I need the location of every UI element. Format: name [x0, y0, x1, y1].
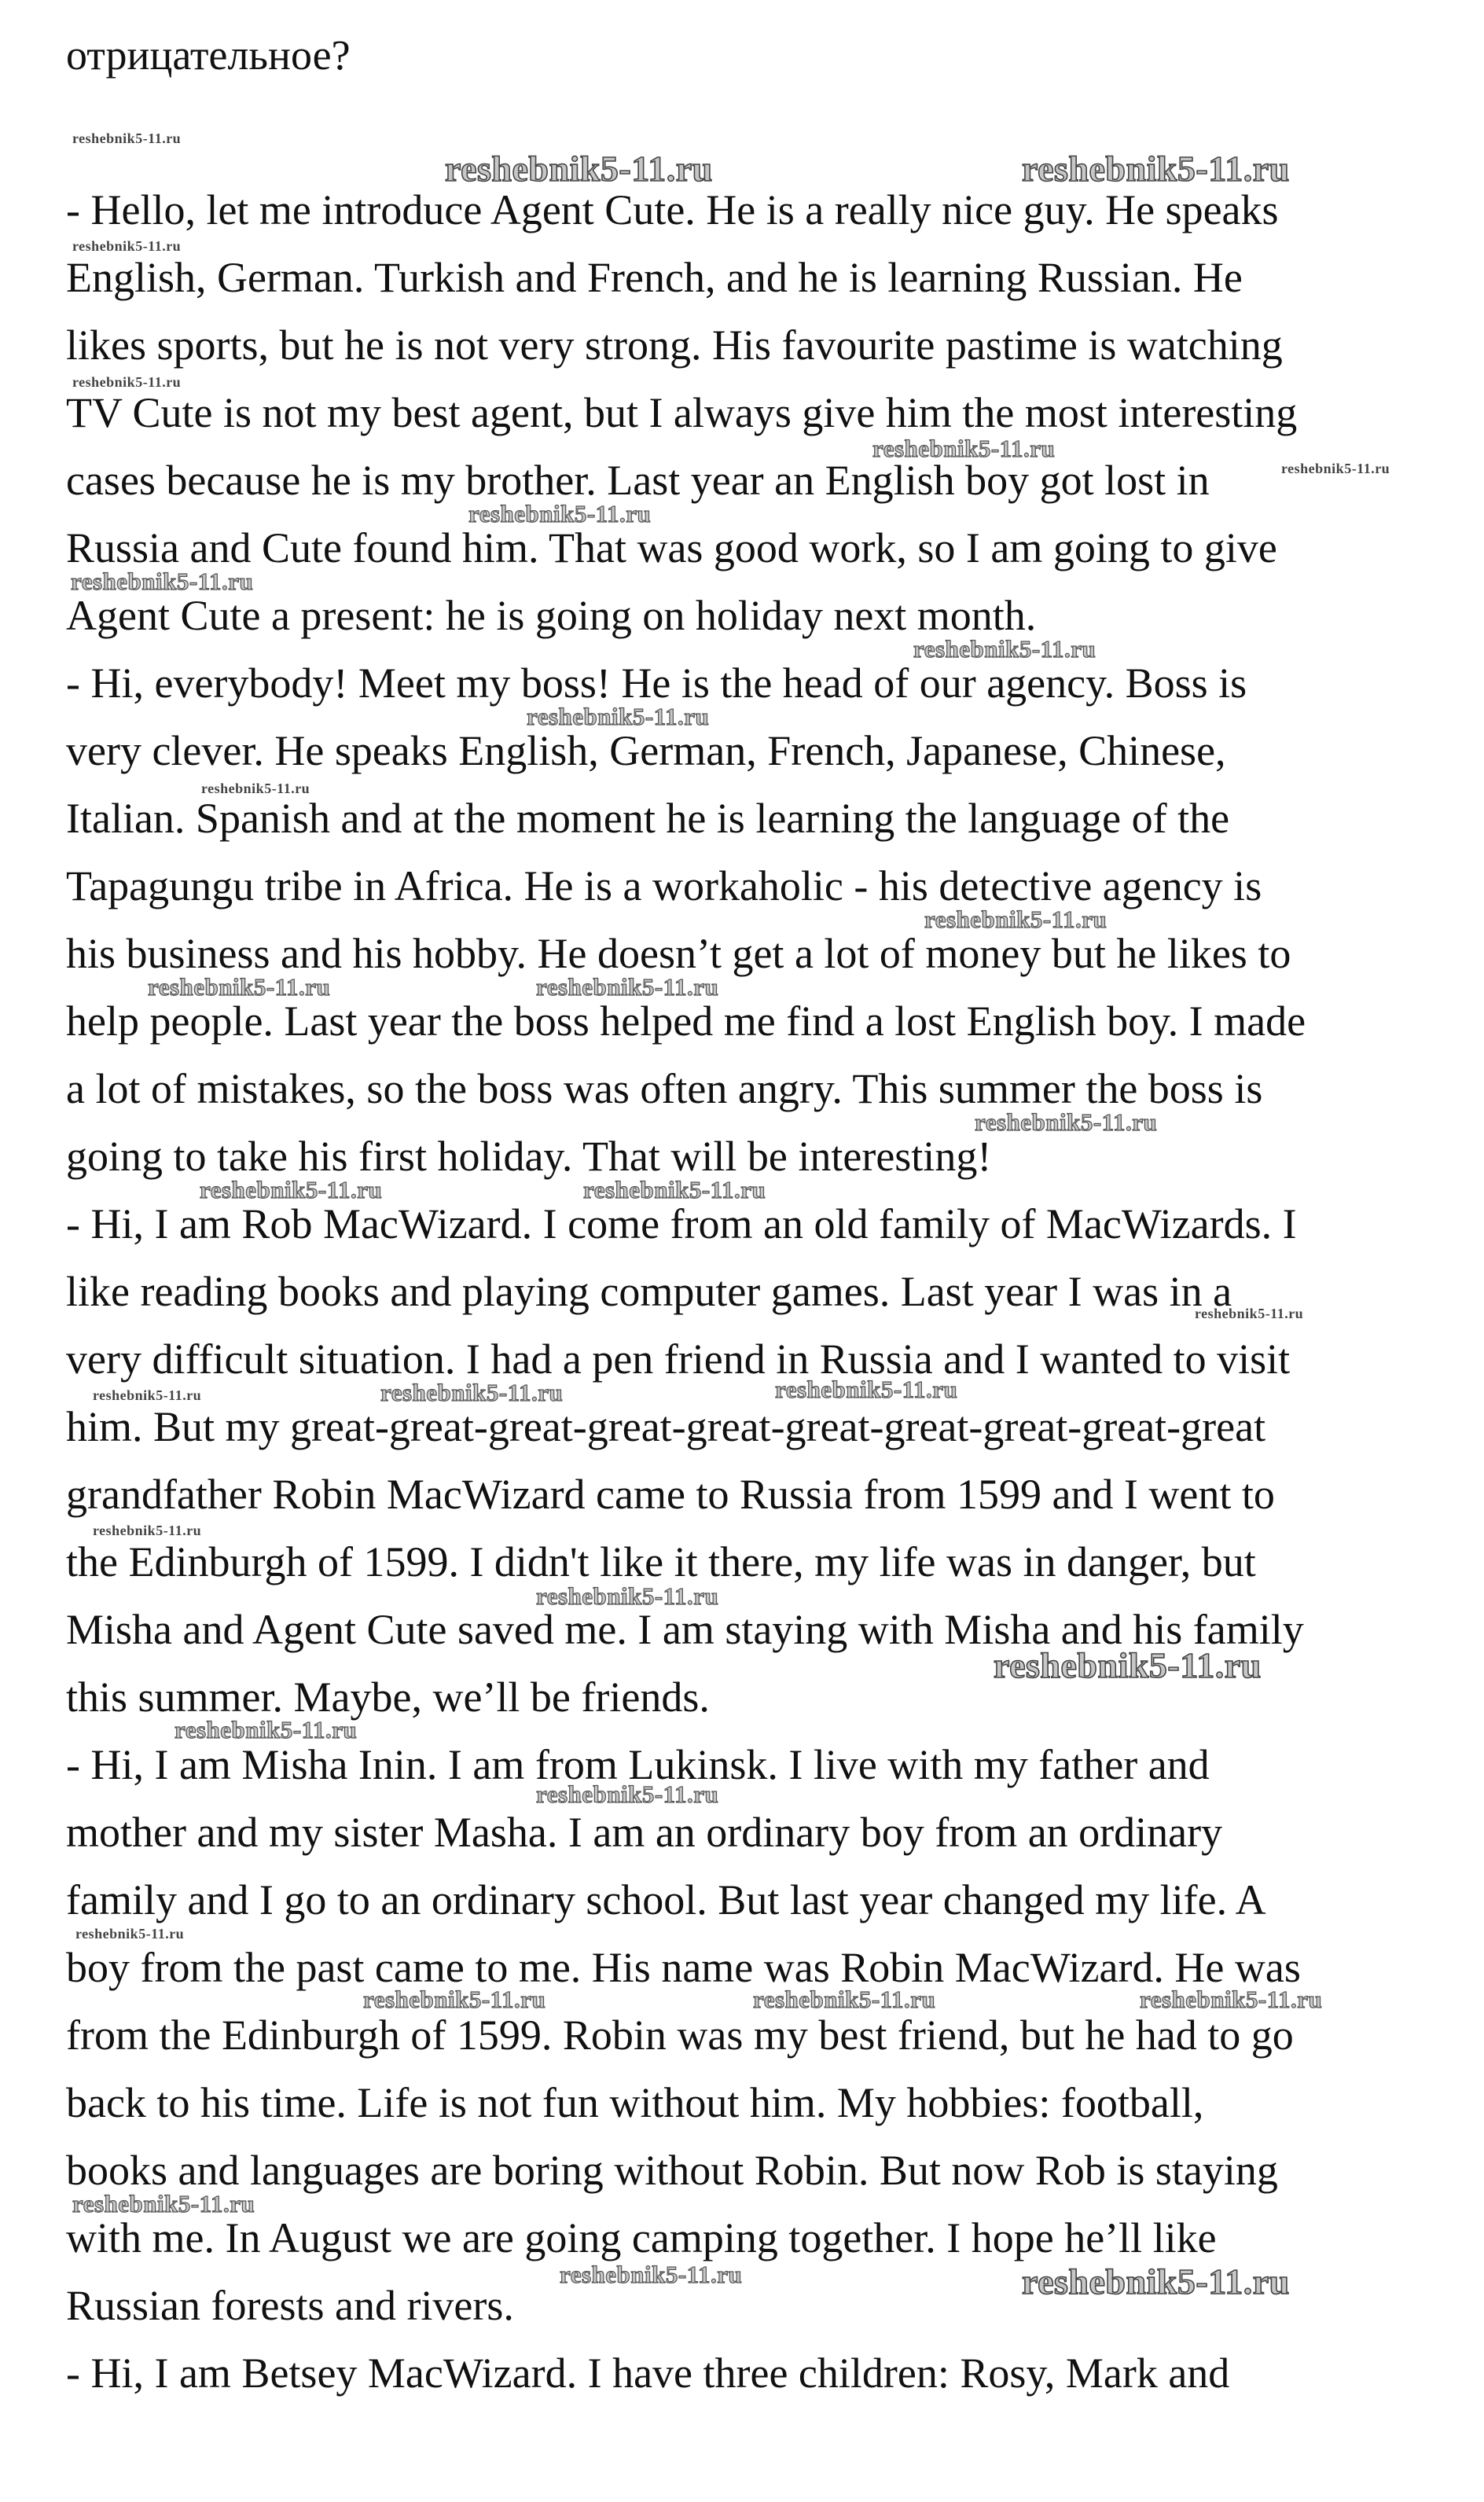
text-line: - Hi, everybody! Meet my boss! He is the head of our agency. Boss is	[66, 659, 1247, 707]
text-line: Russian forests and rivers.	[66, 2282, 514, 2329]
text-line: very clever. He speaks English, German, French, Japanese, Chinese,	[66, 727, 1226, 774]
watermark: reshebnik5-11.ru	[560, 2261, 743, 2288]
watermark: reshebnik5-11.ru	[583, 1176, 766, 1203]
watermark: reshebnik5-11.ru	[913, 635, 1096, 663]
watermark: reshebnik5-11.ru	[872, 435, 1056, 462]
text-line: a lot of mistakes, so the boss was often angry. This summer the boss is	[66, 1065, 1263, 1112]
text-line: - Hi, I am Rob MacWizard. I come from an old family of MacWizards. I	[66, 1200, 1297, 1247]
text-line: Italian. Spanish and at the moment he is learning the language of the	[66, 795, 1230, 842]
text-line: help people. Last year the boss helped me find a lost English boy. I made	[66, 997, 1306, 1045]
watermark: reshebnik5-11.ru	[93, 1523, 202, 1538]
watermark: reshebnik5-11.ru	[72, 238, 182, 254]
text-line: - Hi, I am Misha Inin. I am from Lukinsk. I live with my father and	[66, 1741, 1210, 1788]
text-line: this summer. Maybe, we’ll be friends.	[66, 1674, 710, 1721]
text-line: back to his time. Life is not fun without him. My hobbies: football,	[66, 2079, 1204, 2126]
watermark: reshebnik5-11.ru	[93, 1387, 202, 1403]
watermark: reshebnik5-11.ru	[71, 568, 254, 595]
watermark: reshebnik5-11.ru	[363, 1986, 546, 2013]
watermark: reshebnik5-11.ru	[72, 2190, 255, 2217]
text-line: Tapagungu tribe in Africa. He is a workaholic - his detective agency is	[66, 862, 1262, 909]
watermark: reshebnik5-11.ru	[536, 1582, 719, 1610]
text-line: books and languages are boring without Robin. But now Rob is staying	[66, 2147, 1278, 2194]
watermark: reshebnik5-11.ru	[468, 500, 652, 527]
watermark: reshebnik5-11.ru	[753, 1986, 936, 2013]
watermark: reshebnik5-11.ru	[1022, 149, 1290, 189]
watermark: reshebnik5-11.ru	[994, 1645, 1262, 1685]
watermark: reshebnik5-11.ru	[148, 973, 331, 1001]
watermark: reshebnik5-11.ru	[174, 1716, 358, 1743]
watermark: reshebnik5-11.ru	[445, 149, 713, 189]
text-line: with me. In August we are going camping together. I hope he’ll like	[66, 2214, 1217, 2261]
text-line: the Edinburgh of 1599. I didn't like it there, my life was in danger, but	[66, 1538, 1256, 1585]
watermark: reshebnik5-11.ru	[975, 1108, 1158, 1136]
watermark: reshebnik5-11.ru	[527, 703, 710, 730]
watermark: reshebnik5-11.ru	[924, 906, 1107, 933]
watermark: reshebnik5-11.ru	[75, 1926, 185, 1942]
text-line: like reading books and playing computer games. Last year I was in a	[66, 1268, 1232, 1315]
text-line: going to take his first holiday. That will be interesting!	[66, 1133, 992, 1180]
watermark: reshebnik5-11.ru	[201, 781, 310, 796]
text-line: TV Cute is not my best agent, but I always give him the most interesting	[66, 389, 1298, 436]
watermark: reshebnik5-11.ru	[775, 1376, 958, 1403]
text-line: likes sports, but he is not very strong. His favourite pastime is watching	[66, 321, 1283, 369]
text-line: Misha and Agent Cute saved me. I am staying with Misha and his family	[66, 1606, 1304, 1653]
text-line: Agent Cute a present: he is going on holiday next month.	[66, 592, 1037, 639]
watermark: reshebnik5-11.ru	[1022, 2261, 1290, 2302]
text-line: cases because he is my brother. Last year an English boy got lost in	[66, 457, 1210, 504]
watermark: reshebnik5-11.ru	[1195, 1306, 1304, 1321]
watermark: reshebnik5-11.ru	[72, 130, 182, 146]
watermark: reshebnik5-11.ru	[380, 1379, 564, 1406]
text-line: - Hello, let me introduce Agent Cute. He is a really nice guy. He speaks	[66, 186, 1279, 233]
text-line: his business and his hobby. He doesn’t get a lot of money but he likes to	[66, 930, 1291, 977]
watermark: reshebnik5-11.ru	[536, 1780, 719, 1808]
text-line: very difficult situation. I had a pen friend in Russia and I wanted to visit	[66, 1336, 1291, 1383]
watermark: reshebnik5-11.ru	[1281, 461, 1390, 476]
text-line: from the Edinburgh of 1599. Robin was my best friend, but he had to go	[66, 2012, 1294, 2059]
watermark: reshebnik5-11.ru	[200, 1176, 383, 1203]
text-line: him. But my great-great-great-great-great-great-great-great-great-great	[66, 1403, 1266, 1450]
text-line: English, German. Turkish and French, and he is learning Russian. He	[66, 254, 1243, 301]
text-line: - Hi, I am Betsey MacWizard. I have three children: Rosy, Mark and	[66, 2350, 1230, 2397]
text-line: grandfather Robin MacWizard came to Russia from 1599 and I went to	[66, 1471, 1275, 1518]
text-line: mother and my sister Masha. I am an ordinary boy from an ordinary	[66, 1809, 1223, 1856]
text-line: Russia and Cute found him. That was good work, so I am going to give	[66, 524, 1277, 571]
text-line: отрицательное?	[66, 31, 351, 79]
watermark: reshebnik5-11.ru	[72, 374, 182, 390]
watermark: reshebnik5-11.ru	[536, 973, 719, 1001]
text-line: family and I go to an ordinary school. But last year changed my life. A	[66, 1876, 1266, 1923]
watermark: reshebnik5-11.ru	[1140, 1986, 1323, 2013]
text-line: boy from the past came to me. His name was Robin MacWizard. He was	[66, 1944, 1301, 1991]
